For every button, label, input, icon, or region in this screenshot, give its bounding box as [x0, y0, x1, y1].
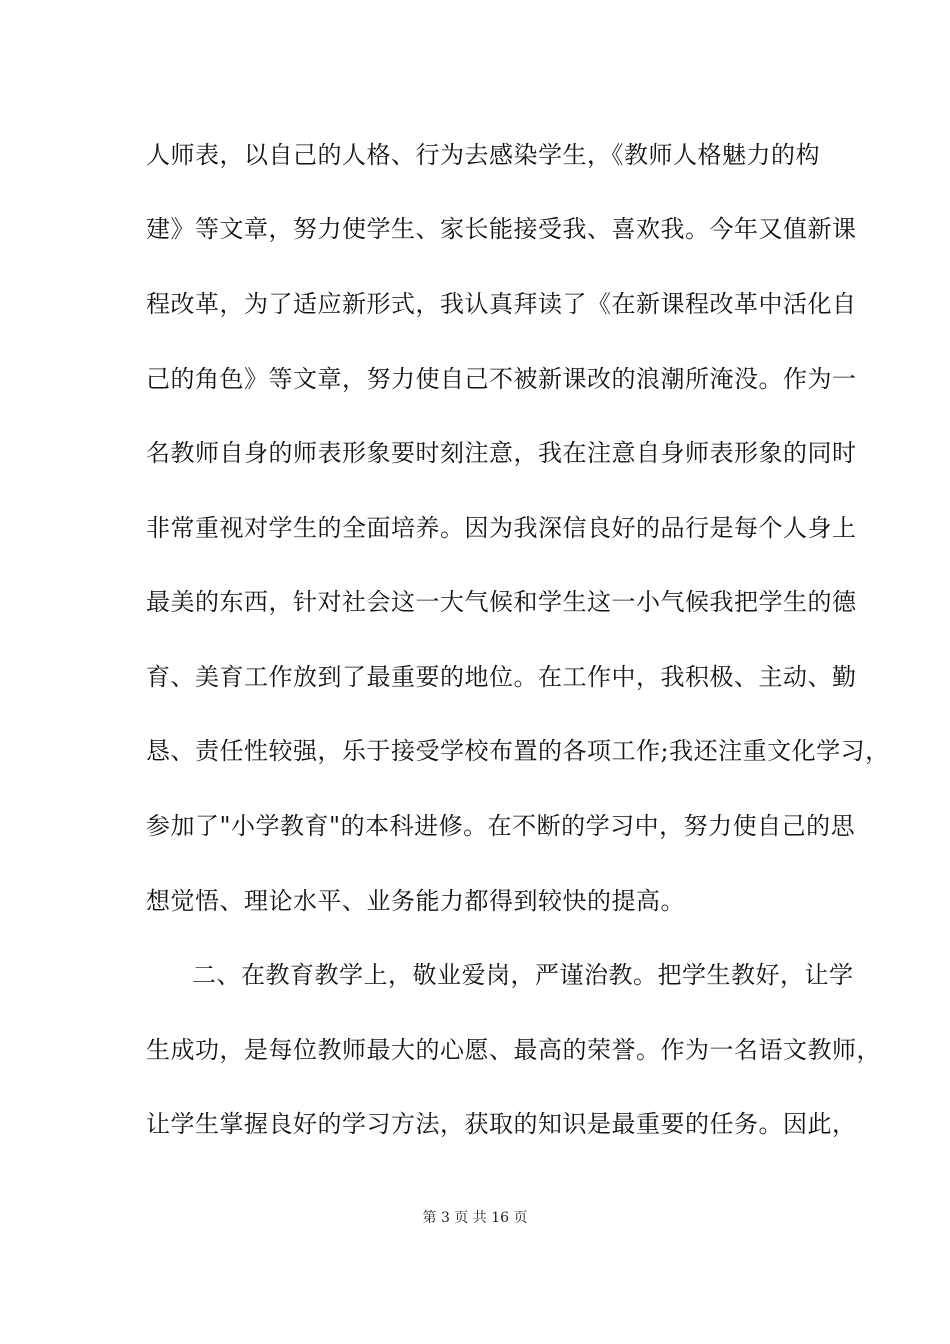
text-line: 二、在教育教学上，敬业爱岗，严谨治教。把学生教好，让学	[192, 961, 854, 989]
text-line: 人师表，以自己的人格、行为去感染学生，《教师人格魅力的构	[146, 141, 820, 169]
text-line: 生成功，是每位教师最大的心愿、最高的荣誉。作为一名语文教师，	[146, 1036, 881, 1064]
text-line: 程改革，为了适应新形式，我认真拜读了《在新课程改革中活化自	[146, 290, 857, 318]
text-line: 参加了"小学教育"的本科进修。在不断的学习中，努力使自己的思	[146, 812, 856, 840]
text-line: 让学生掌握良好的学习方法，获取的知识是最重要的任务。因此，	[146, 1110, 857, 1138]
text-line: 名教师自身的师表形象要时刻注意，我在注意自身师表形象的同时	[146, 439, 857, 467]
text-line: 想觉悟、理论水平、业务能力都得到较快的提高。	[146, 887, 685, 915]
text-line: 非常重视对学生的全面培养。因为我深信良好的品行是每个人身上	[146, 514, 857, 542]
text-line: 恳、责任性较强，乐于接受学校布置的各项工作;我还注重文化学习，	[146, 737, 890, 765]
text-line: 己的角色》等文章，努力使自己不被新课改的浪潮所淹没。作为一	[146, 365, 857, 393]
text-line: 育、美育工作放到了最重要的地位。在工作中，我积极、主动、勤	[146, 663, 857, 691]
page-number-footer: 第 3 页 共 16 页	[422, 1210, 528, 1226]
text-line: 最美的东西，针对社会这一大气候和学生这一小气候我把学生的德	[146, 588, 857, 616]
text-line: 建》等文章，努力使学生、家长能接受我、喜欢我。今年又值新课	[146, 215, 857, 243]
